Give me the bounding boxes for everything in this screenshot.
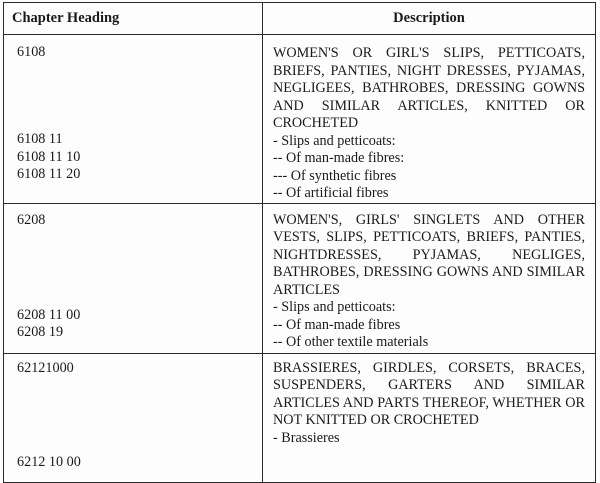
heading-title: BRASSIERES, GIRDLES, CORSETS, BRACES, SUSPENDERS, GARTERS AND SIMILAR ARTICLES AND PARTS THEREOF, WHETHER OR NOT KNITTED OR CROCHETED (273, 359, 585, 428)
subheading-text: -- Of artificial fibres (273, 185, 389, 201)
heading-cell (4, 35, 263, 204)
subheading-codes (17, 307, 80, 342)
chapter-heading-code: 62121000 (17, 359, 74, 376)
column-header-chapter-heading: Chapter Heading (4, 3, 263, 35)
subheading-code: 6108 11 (17, 131, 63, 147)
subheading-text: --- Of synthetic fibres (273, 167, 397, 184)
subheading-text: -- Of man-made fibres: (273, 150, 405, 166)
description-cell (263, 353, 596, 482)
header-row (4, 3, 596, 35)
subheading-text: -- Of other textile materials (273, 334, 429, 350)
subheading-code: 6108 11 10 (17, 148, 81, 165)
subheading-codes (17, 454, 81, 472)
subheading-intro: - Slips and petticoats: (273, 132, 396, 149)
column-header-description: Description (263, 3, 596, 35)
chapter-heading-code: 6108 (17, 44, 46, 60)
subheading-code: 6208 11 00 (17, 306, 81, 323)
heading-title: WOMEN'S OR GIRL'S SLIPS, PETTICOATS, BRIEFS, PANTIES, NIGHT DRESSES, PYJAMAS, NEGLIGEES, BATHROBES, DRESSING GOWNS AND SIMILAR ARTICLES, KNITTED OR CROCHETED (273, 45, 585, 131)
description-cell (263, 35, 596, 204)
subheading-text: - Brassieres (273, 429, 340, 446)
subheading-intro: - Slips and petticoats: (273, 299, 396, 315)
table-row (4, 35, 596, 204)
heading-title: WOMEN'S, GIRLS' SINGLETS AND OTHER VESTS, SLIPS, PETTICOATS, BRIEFS, PANTIES, NIGHTDRESSES, PYJAMAS, NEGLIGES, BATHROBES, DRESSING GOWNS AND SIMILAR ARTICLES (273, 211, 585, 298)
tariff-table (3, 2, 596, 483)
subheading-code: 6108 11 20 (17, 166, 81, 182)
chapter-heading-code: 6208 (17, 211, 46, 228)
table-row (4, 203, 596, 353)
description-cell (263, 203, 596, 353)
subheading-text: -- Of man-made fibres (273, 316, 401, 333)
subheading-code: 6212 10 00 (17, 453, 81, 470)
heading-cell (4, 203, 263, 353)
table-row (4, 353, 596, 482)
subheading-codes (17, 131, 80, 184)
heading-cell (4, 353, 263, 482)
subheading-code: 6208 19 (17, 324, 64, 340)
